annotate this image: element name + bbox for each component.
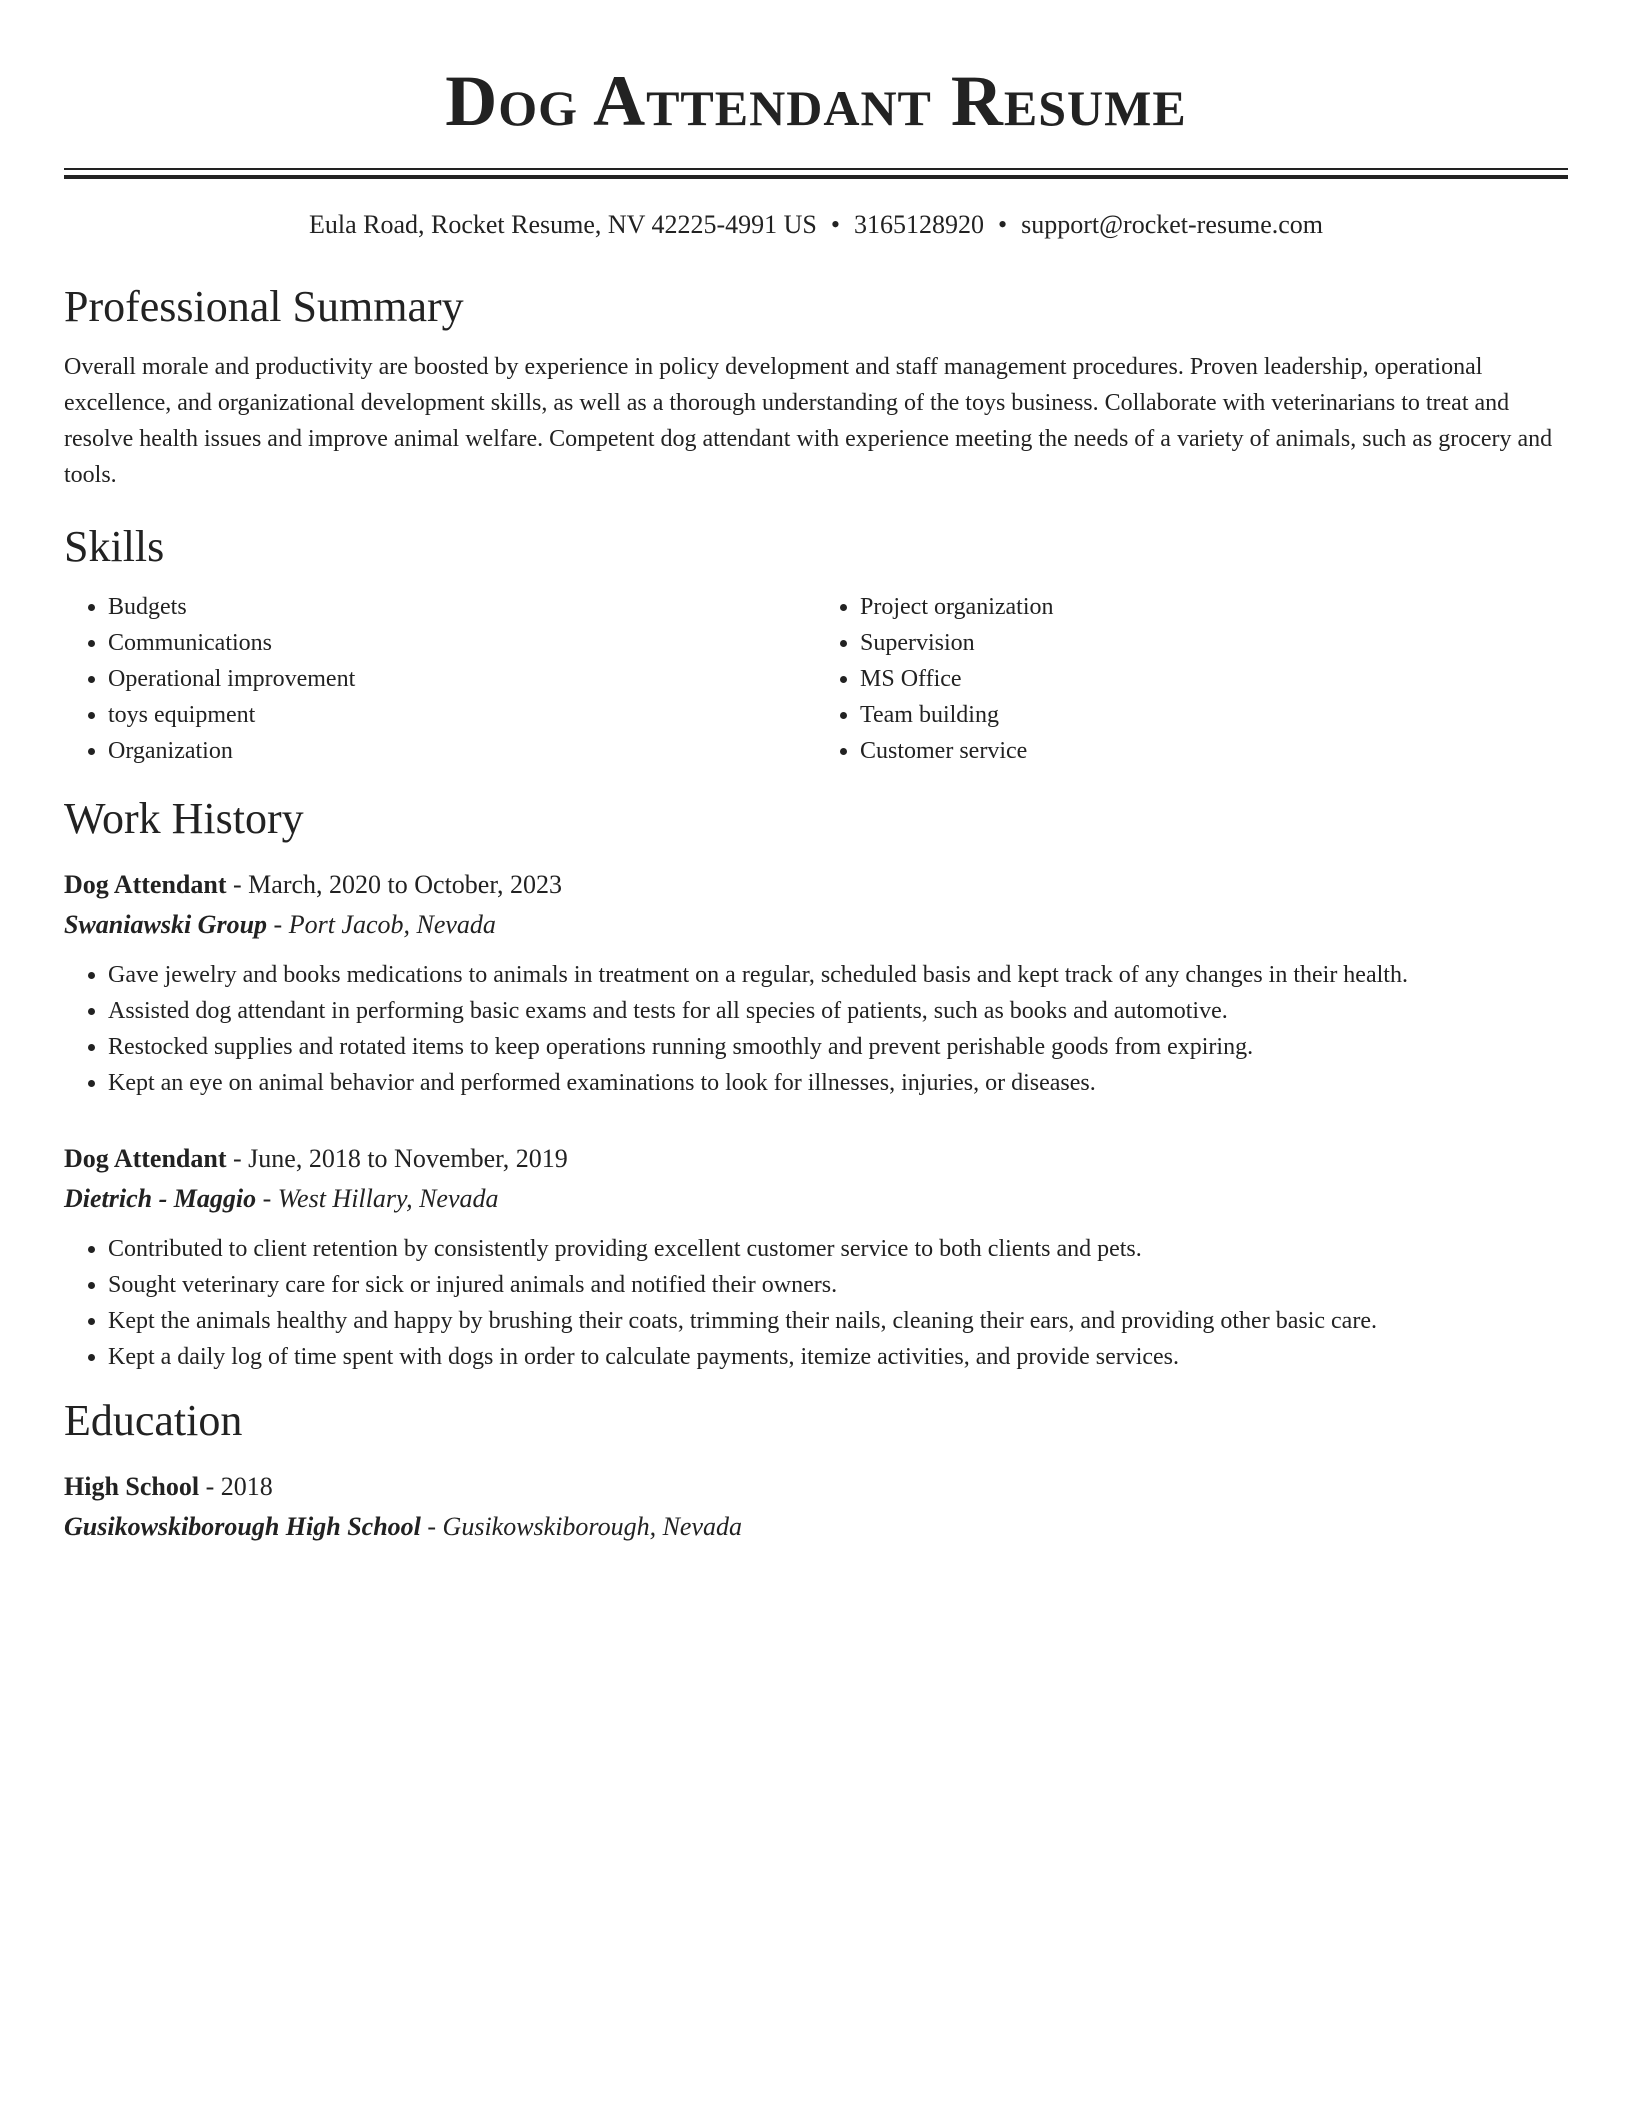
skills-list-left <box>64 589 816 769</box>
employer-name: Swaniawski Group <box>64 910 268 939</box>
school-location: - Gusikowskiborough, Nevada <box>420 1512 743 1541</box>
employer-line <box>64 1179 1568 1219</box>
job-duty: • Kept a daily log of time spent with dogs in order to calculate payments, itemize activities, and provide services. <box>108 1339 1568 1375</box>
job-entry <box>64 1139 1568 1375</box>
contact-phone: 3165128920 <box>854 210 984 239</box>
school-name: Gusikowskiborough High School <box>64 1512 421 1541</box>
skills-list-right <box>816 589 1568 769</box>
contact-address: Eula Road, Rocket Resume, NV 42225-4991 US <box>308 210 817 239</box>
employer-location: - West Hillary, Nevada <box>256 1184 499 1213</box>
skill-item: • Communications <box>108 625 816 661</box>
summary-heading: Professional Summary <box>64 282 464 331</box>
job-duty: • Sought veterinary care for sick or injured animals and notified their owners. <box>108 1267 1568 1303</box>
work-history-section <box>64 793 1568 1375</box>
contact-separator: • <box>830 210 840 239</box>
education-section <box>64 1395 1568 1547</box>
job-duty: • Kept the animals healthy and happy by brushing their coats, trimming their nails, cleaning their ears, and providing other basic care. <box>108 1303 1568 1339</box>
job-duty: • Gave jewelry and books medications to animals in treatment on a regular, scheduled basis and kept track of any changes in their health. <box>108 957 1568 993</box>
skill-item: • toys equipment <box>108 697 816 733</box>
job-dates: - June, 2018 to November, 2019 <box>226 1144 568 1173</box>
degree: High School <box>64 1472 200 1501</box>
summary-text: Overall morale and productivity are boosted by experience in policy development and staff management procedures. Proven leadership, operational excellence, and organizational development skills, as well as a thorough understanding of the toys business. Collaborate with veterinarians to treat and resolve health issues and improve animal welfare. Competent dog attendant with experience meeting the needs of a variety of animals, such as grocery and tools. <box>64 354 1553 488</box>
skills-section <box>64 521 1568 769</box>
graduation-year: - 2018 <box>199 1472 273 1501</box>
contact-line <box>64 209 1568 241</box>
job-title-line <box>64 1139 1568 1179</box>
skills-heading: Skills <box>64 522 165 571</box>
job-duty: • Contributed to client retention by consistently providing excellent customer service to both clients and pets. <box>108 1231 1568 1267</box>
skill-item: • Team building <box>860 697 1568 733</box>
employer-location: - Port Jacob, Nevada <box>267 910 496 939</box>
skill-item: • Project organization <box>860 589 1568 625</box>
job-duties <box>64 1231 1568 1375</box>
job-entry <box>64 865 1568 1101</box>
education-entry <box>64 1467 1568 1547</box>
contact-separator: • <box>998 210 1008 239</box>
school-line <box>64 1507 1568 1547</box>
degree-line <box>64 1467 1568 1507</box>
skill-item: • Operational improvement <box>108 661 816 697</box>
job-duty: • Assisted dog attendant in performing basic exams and tests for all species of patients, such as books and automotive. <box>108 993 1568 1029</box>
job-dates: - March, 2020 to October, 2023 <box>226 870 562 899</box>
skill-item: • Supervision <box>860 625 1568 661</box>
job-duty: • Restocked supplies and rotated items to keep operations running smoothly and prevent perishable goods from expiring. <box>108 1029 1568 1065</box>
job-title-line <box>64 865 1568 905</box>
job-duty: • Kept an eye on animal behavior and performed examinations to look for illnesses, injuries, or diseases. <box>108 1065 1568 1101</box>
job-duties <box>64 957 1568 1101</box>
employer-name: Dietrich - Maggio <box>64 1184 257 1213</box>
education-heading: Education <box>64 1396 243 1445</box>
resume-title: Dog Attendant Resume <box>445 61 1187 141</box>
job-title: Dog Attendant <box>64 870 227 899</box>
skill-item: • MS Office <box>860 661 1568 697</box>
job-title: Dog Attendant <box>64 1144 227 1173</box>
employer-line <box>64 905 1568 945</box>
contact-email: support@rocket-resume.com <box>1021 210 1324 239</box>
summary-section <box>64 281 1568 493</box>
skill-item: • Budgets <box>108 589 816 625</box>
title-divider <box>64 168 1568 179</box>
skill-item: • Customer service <box>860 733 1568 769</box>
skills-columns <box>64 589 1568 769</box>
skill-item: • Organization <box>108 733 816 769</box>
work-history-heading: Work History <box>64 794 304 843</box>
